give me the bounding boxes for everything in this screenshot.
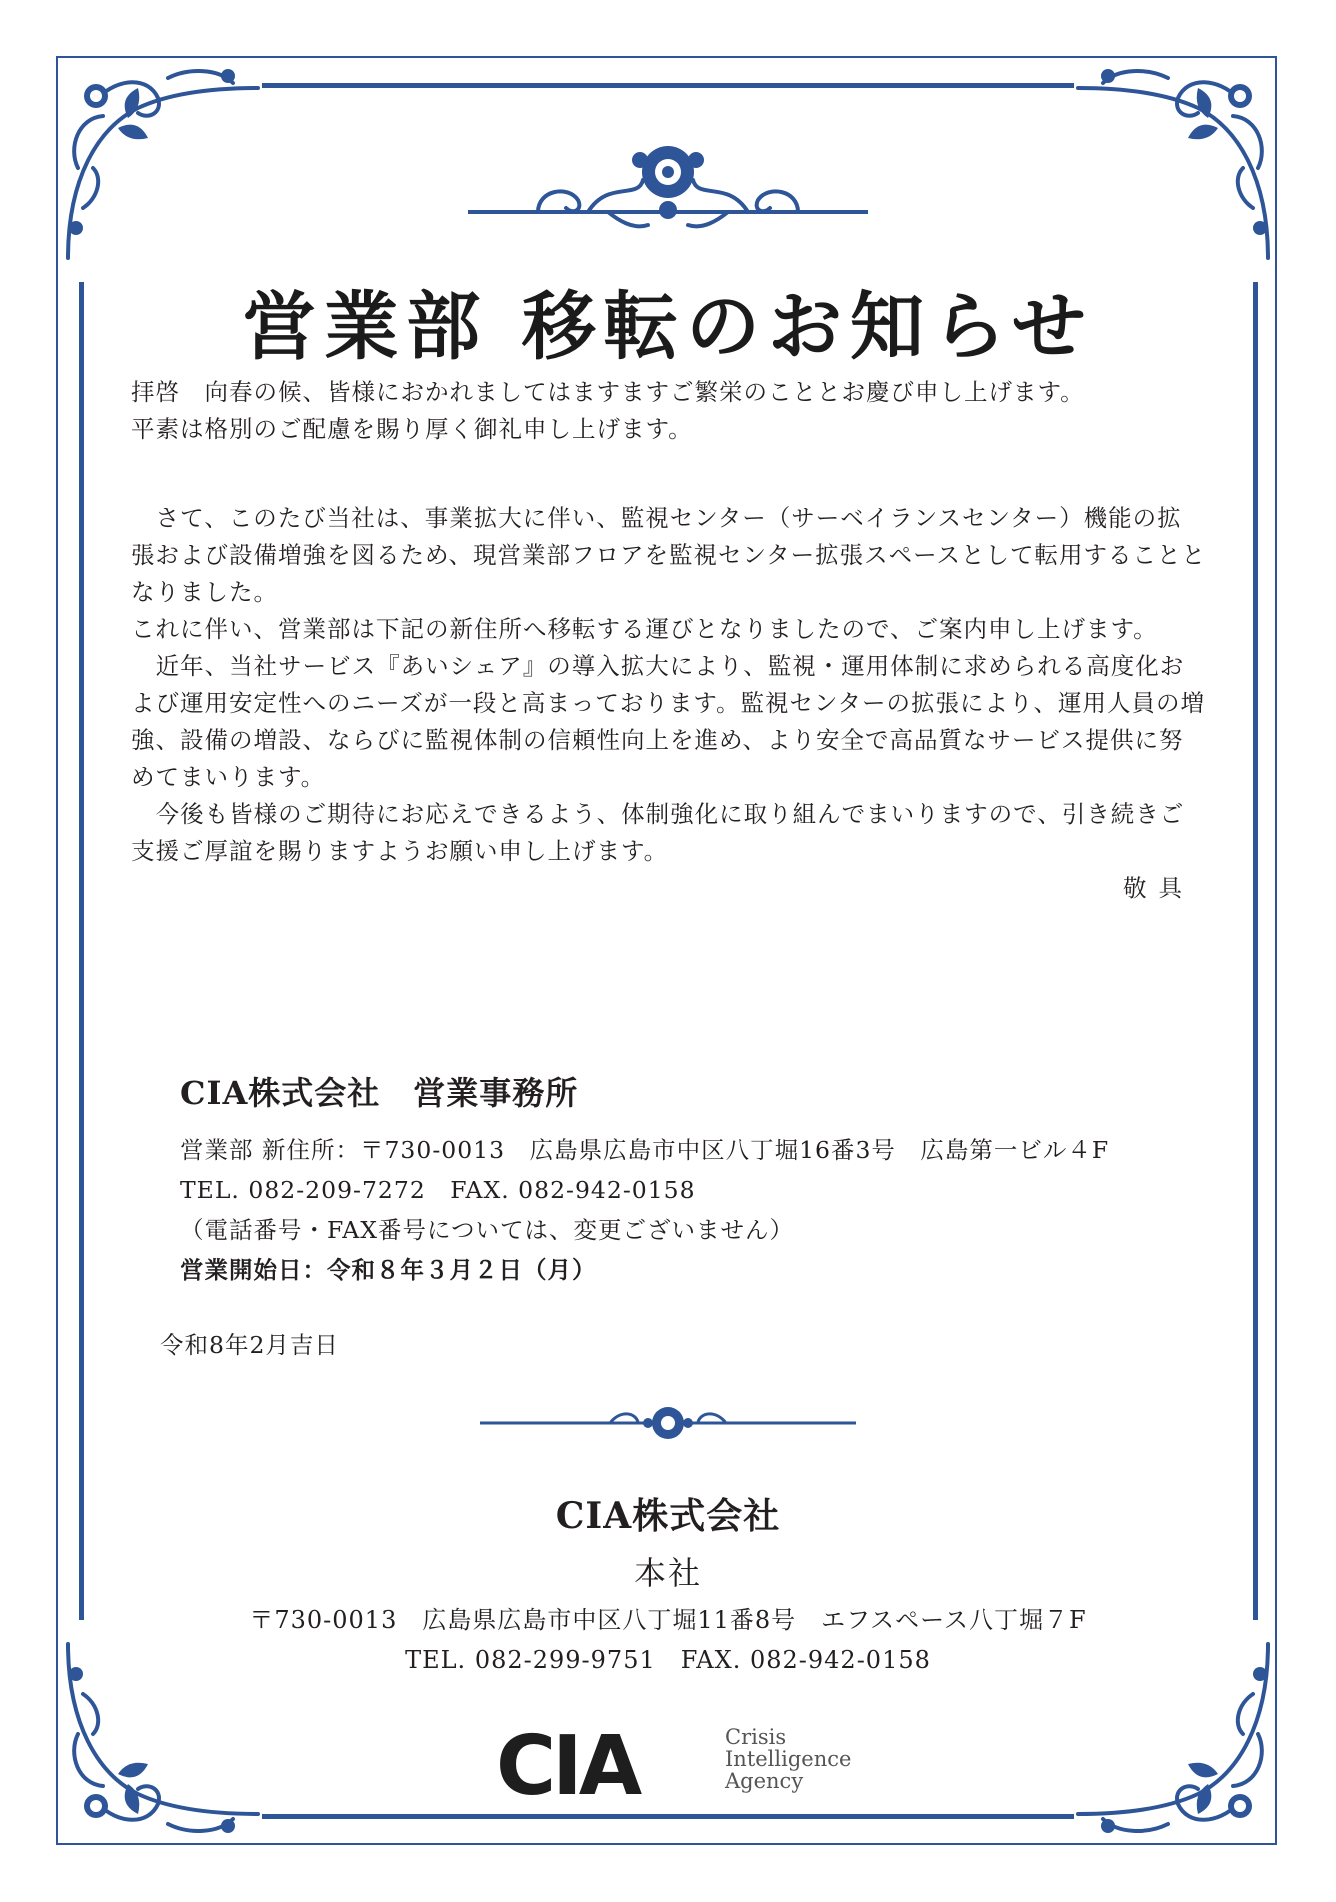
corner-ornament-top-left <box>58 58 268 268</box>
letter-body <box>131 374 1206 907</box>
logo-wordmark <box>725 1726 851 1792</box>
office-note: （電話番号・FAX番号については、変更ございません） <box>180 1216 794 1244</box>
logo-line-1: Crisis <box>725 1725 787 1749</box>
office-start-date: 営業開始日：令和８年３月２日（月） <box>180 1256 597 1284</box>
hq-phone: TEL. 082-299-9751 FAX. 082-942-0158 <box>405 1646 931 1674</box>
logo-line-2: Intelligence <box>725 1747 852 1771</box>
hq-company-name: CIA株式会社 <box>555 1495 781 1537</box>
hq-address: 〒730-0013 広島県広島市中区八丁堀11番8号 エフスペース八丁堀７F <box>249 1606 1087 1634</box>
paragraph-background: 近年、当社サービス『あいシェア』の導入拡大により、監視・運用体制に求められる高度化および運用安定性へのニーズが一段と高まっております。監視センターの拡張により、運用人員の増強、設備の増設、ならびに監視体制の信頼性向上を進め、より安全で高品質なサービス提供に努めてまいります。 <box>131 652 1206 791</box>
greeting-line-2: 平素は格別のご配慮を賜り厚く御礼申し上げます。 <box>131 415 693 443</box>
paragraph-closing: 今後も皆様のご期待にお応えできるよう、体制強化に取り組んでまいりますので、引き続きご支援ご厚誼を賜りますようお願い申し上げます。 <box>131 800 1185 865</box>
paragraph-reason: さて、このたび当社は、事業拡大に伴い、監視センター（サーベイランスセンター）機能の拡張および設備増強を図るため、現営業部フロアを監視センター拡張スペースとして転用することとなりました。 <box>131 504 1206 606</box>
sales-office-block <box>180 1068 1109 1290</box>
bottom-rule <box>262 1814 1074 1819</box>
logo-mark: CIA <box>496 1728 639 1800</box>
office-phone: TEL. 082-209-7272 FAX. 082-942-0158 <box>180 1176 696 1204</box>
top-rule <box>262 83 1074 88</box>
divider-ornament <box>480 1398 856 1448</box>
closing-word: 敬具 <box>1123 874 1194 902</box>
logo-line-3: Agency <box>725 1769 804 1793</box>
right-rule <box>1253 282 1258 1620</box>
office-name: CIA株式会社 営業事務所 <box>180 1074 579 1112</box>
top-center-ornament <box>468 140 868 240</box>
hq-label: 本社 <box>633 1554 702 1592</box>
left-rule <box>79 282 84 1620</box>
issue-date: 令和8年2月吉日 <box>160 1331 339 1359</box>
greeting-line: 拝啓 向春の候、皆様におかれましてはますますご繁栄のこととお慶び申し上げます。 <box>131 378 1085 406</box>
office-address: 営業部 新住所：〒730-0013 広島県広島市中区八丁堀16番3号 広島第一ビル４F <box>180 1136 1110 1164</box>
paragraph-announcement: これに伴い、営業部は下記の新住所へ移転する運びとなりましたので、ご案内申し上げます。 <box>131 615 1158 643</box>
corner-ornament-top-right <box>1068 58 1278 268</box>
company-logo <box>496 1728 716 1800</box>
page-title: 営業部 移転のお知らせ <box>242 284 1094 370</box>
